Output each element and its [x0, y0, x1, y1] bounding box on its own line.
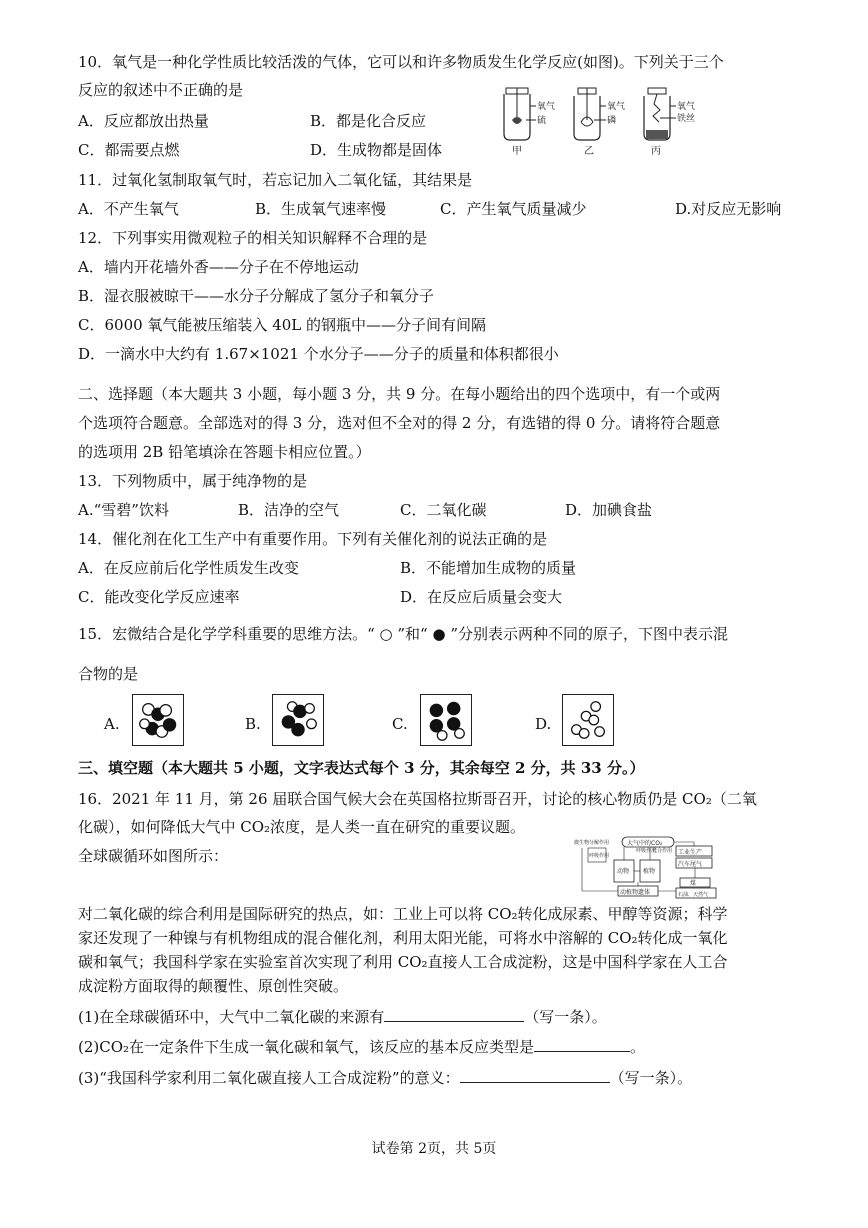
- q15-option-c-box: [420, 694, 472, 746]
- q15-option-d-label: D.: [535, 715, 552, 733]
- q16-para-line3: 碳和氧气；我国科学家在实验室首次实现了利用 CO₂直接人工合成淀粉，这是中国科学家在人工合: [78, 953, 728, 971]
- jar-jia-gas: 氧气: [537, 102, 556, 112]
- diagram-respiration-1: 呼吸作用: [589, 853, 610, 859]
- q13-stem: 13．下列物质中，属于纯净物的是: [78, 472, 308, 490]
- q15-option-d-box: [562, 694, 614, 746]
- q16-subq1-text: (1)在全球碳循环中，大气中二氧化碳的来源有: [78, 1008, 385, 1026]
- jar-bing-gas: 氧气: [677, 102, 696, 112]
- jar-bing-label: 丙: [651, 146, 661, 157]
- q14-option-d: D．在反应后质量会变大: [400, 588, 563, 606]
- q10-jars-figure: [490, 84, 710, 160]
- diagram-decomposition: 微生物分解作用: [574, 840, 610, 846]
- section2-line2: 个选项符合题意。全部选对的得 3 分，选对但不全对的得 2 分，有选错的得 0 分。请将符合题意: [78, 414, 721, 432]
- jar-yi: [574, 88, 625, 157]
- q14-stem: 14．催化剂在化工生产中有重要作用。下列有关催化剂的说法正确的是: [78, 530, 548, 548]
- q16-line1: 16．2021 年 11 月，第 26 届联合国气候大会在英国格拉斯哥召开，讨论的核心物质仍是 CO₂（二氧: [78, 790, 757, 808]
- jar-yi-gas: 氧气: [607, 102, 626, 112]
- q16-subq1-suffix: （写一条）。: [524, 1008, 607, 1026]
- q14-option-b: B．不能增加生成物的质量: [400, 559, 577, 577]
- jar-jia-label: 甲: [512, 146, 522, 157]
- diagram-photosynthesis: 光合作用: [652, 848, 673, 854]
- q15-option-a-label: A.: [104, 715, 120, 733]
- q15-option-a-box: [132, 694, 184, 746]
- q16-subq2-text: (2)CO₂在一定条件下生成一氧化碳和氧气，该反应的基本反应类型是: [78, 1038, 535, 1056]
- q11-stem: 11．过氧化氢制取氧气时，若忘记加入二氧化锰，其结果是: [78, 171, 473, 189]
- diagram-plant: 植物: [643, 868, 656, 875]
- q10-option-a: A．反应都放出热量: [78, 112, 209, 130]
- page-footer: 试卷第 2页，共 5页: [371, 1141, 497, 1157]
- q13-option-c: C．二氧化碳: [400, 501, 487, 519]
- q16-para-line2: 家还发现了一种镍与有机物组成的混合催化剂，利用太阳光能，可将水中溶解的 CO₂转化成一氧化: [78, 929, 728, 947]
- section2-line3: 的选项用 2B 铅笔填涂在答题卡相应位置。）: [78, 443, 371, 461]
- q16-subq2: [78, 1037, 645, 1057]
- diagram-coal: 煤: [690, 880, 697, 887]
- q13-option-a: A.“雪碧”饮料: [78, 501, 169, 519]
- carbon-cycle-diagram: [572, 836, 722, 900]
- q14-option-a: A．在反应前后化学性质发生改变: [78, 559, 299, 577]
- q16-subq3-suffix: （写一条）。: [609, 1069, 693, 1087]
- jar-jia-substance: 硫: [537, 116, 547, 126]
- diagram-atmosphere-co2: 大气中的CO₂: [627, 840, 663, 847]
- jar-bing: [644, 88, 695, 157]
- q16-line3: 全球碳循环如图所示：: [78, 847, 229, 865]
- q16-subq1: [78, 1007, 607, 1027]
- q16-subq3-text: (3)“我国科学家利用二氧化碳直接人工合成淀粉”的意义：: [78, 1069, 460, 1087]
- q16-para-line1: 对二氧化碳的综合利用是国际研究的热点，如：工业上可以将 CO₂转化成尿素、甲醇等资源；科学: [78, 905, 728, 923]
- q15-stem: 15．宏微结合是化学学科重要的思维方法。“ ○ ”和“ ● ”分别表示两种不同的原子，下图中表示混: [78, 625, 729, 643]
- jar-jia: [504, 88, 555, 157]
- q11-option-a: A．不产生氧气: [78, 200, 179, 218]
- q10-stem-line1: 10．氧气是一种化学性质比较活泼的气体，它可以和许多物质发生化学反应(如图)。下列关于三个: [78, 53, 724, 71]
- q15-stem-line2: 合物的是: [78, 665, 139, 683]
- diagram-remains: 动植物遗体: [620, 889, 651, 896]
- q13-option-d: D．加碘食盐: [565, 501, 653, 519]
- diagram-car-exhaust: 汽车尾气: [678, 861, 703, 868]
- q10-option-d: D．生成物都是固体: [310, 141, 443, 159]
- q14-option-c: C．能改变化学反应速率: [78, 588, 240, 606]
- jar-bing-substance: 铁丝: [677, 114, 696, 124]
- q16-subq1-answer-blank[interactable]: [384, 1007, 524, 1022]
- q13-option-b: B．洁净的空气: [238, 501, 340, 519]
- q12-option-c: C．6000 氧气能被压缩装入 40L 的钢瓶中——分子间有间隔: [78, 316, 487, 334]
- q12-option-a: A．墙内开花墙外香——分子在不停地运动: [78, 258, 359, 276]
- diagram-industry: 工业生产: [678, 849, 703, 856]
- q15-option-b-box: [272, 694, 324, 746]
- q15-option-c-label: C.: [392, 715, 408, 733]
- q11-option-b: B．生成氧气速率慢: [255, 200, 387, 218]
- diagram-oil-gas: 石油、天然气: [678, 892, 709, 898]
- q16-subq2-answer-blank[interactable]: [534, 1037, 630, 1052]
- q10-option-b: B．都是化合反应: [310, 112, 427, 130]
- q10-option-c: C．都需要点燃: [78, 141, 180, 159]
- q12-option-b: B．湿衣服被晾干——水分子分解成了氢分子和氧分子: [78, 287, 435, 305]
- q15-option-b-label: B.: [245, 715, 261, 733]
- section3-title: 三、填空题（本大题共 5 小题，文字表达式每个 3 分，其余每空 2 分，共 33 分。）: [78, 759, 645, 777]
- q11-option-c: C．产生氧气质量减少: [440, 200, 587, 218]
- jar-yi-label: 乙: [584, 146, 594, 157]
- diagram-respiration-2: 呼吸作用: [636, 848, 657, 854]
- q11-option-d: D.对反应无影响: [675, 200, 782, 218]
- q16-line2: 化碳），如何降低大气中 CO₂浓度，是人类一直在研究的重要议题。: [78, 818, 526, 836]
- q16-subq3-answer-blank[interactable]: [460, 1068, 610, 1083]
- section2-line1: 二、选择题（本大题共 3 小题，每小题 3 分，共 9 分。在每小题给出的四个选项中，有一个或两: [78, 385, 721, 403]
- q12-option-d: D．一滴水中大约有 1.67×1021 个水分子——分子的质量和体积都很小: [78, 345, 559, 363]
- q12-stem: 12．下列事实用微观粒子的相关知识解释不合理的是: [78, 229, 428, 247]
- q16-subq2-suffix: 。: [630, 1038, 646, 1056]
- q16-subq3: [78, 1068, 692, 1088]
- q16-para-line4: 成淀粉方面取得的颠覆性、原创性突破。: [78, 977, 349, 995]
- jar-yi-substance: 磷: [607, 116, 617, 126]
- q10-stem-line2: 反应的叙述中不正确的是: [78, 81, 244, 99]
- diagram-animal: 动物: [617, 868, 630, 875]
